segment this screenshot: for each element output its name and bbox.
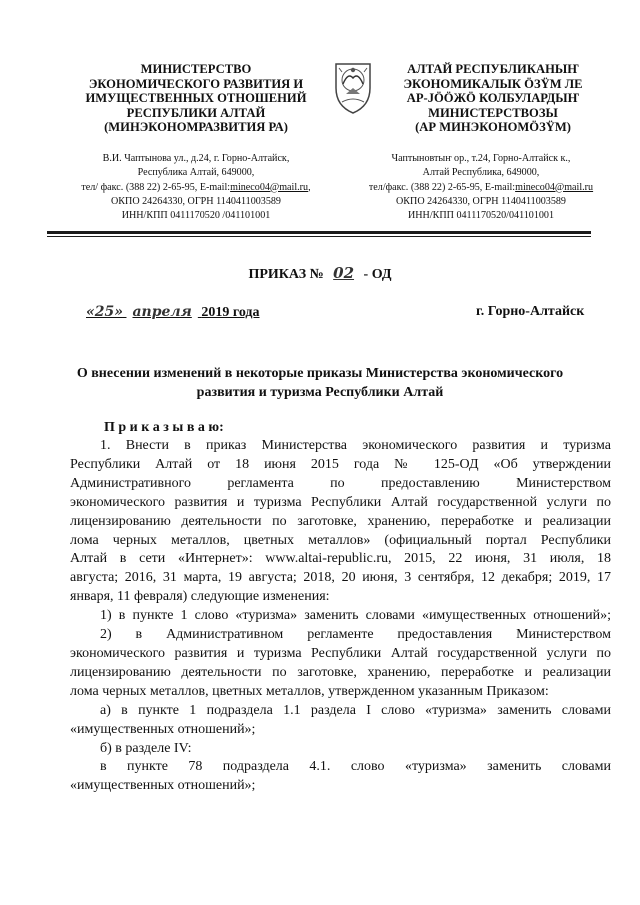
order-date	[86, 304, 260, 321]
contact-line	[68, 181, 324, 195]
body-line: лома черных металлов, цветных металлов, утвержденном указанным Приказом:	[70, 683, 549, 699]
body-line: Административного регламента по предоставлению Министерством	[70, 475, 611, 491]
ministry-name-line: АЛТАЙ РЕСПУБЛИКАНЫҤ	[407, 62, 579, 76]
header-divider-thin	[47, 236, 591, 237]
body-line: экономического развития и туризма Республики Алтай государственной услуги по	[70, 645, 611, 661]
ministry-name-line: РЕСПУБЛИКИ АЛТАЙ	[126, 105, 266, 120]
order-word: П р и к а з ы в а ю:	[104, 420, 224, 435]
subject-line: О внесении изменений в некоторые приказы Министерства экономического	[76, 366, 564, 381]
body-line: в пункте 78 подраздела 4.1. слово «туризма» заменить словами	[100, 759, 611, 775]
order-city: г. Горно-Алтайск	[476, 304, 585, 319]
ministry-name-line: ЭКОНОМИЧЕСКОГО РАЗВИТИЯ И	[88, 76, 304, 91]
order-subject	[40, 364, 600, 402]
body-line: «имущественных отношений»;	[70, 721, 256, 737]
body-line: лицензированию деятельности по заготовке, хранению, переработке и реализации	[70, 664, 611, 680]
body-line: Алтай в сети «Интернет»: www.altai-republic.ru, 2015, 22 июня, 31 июля, 18	[70, 551, 611, 567]
body-line: лицензированию деятельности по заготовке, хранению, переработке и реализации	[70, 513, 611, 529]
ministry-name-line: МИНИСТЕРСТВО	[140, 62, 252, 76]
body-line: Республики Алтай от 18 июня 2015 года № 125-ОД «Об утверждении	[70, 456, 611, 472]
registry-line: ОКПО 24264330, ОГРН 1140411003589	[111, 195, 281, 207]
order-date-month: апреля	[132, 304, 192, 320]
contact-line	[362, 181, 600, 195]
separator-text: ,	[308, 181, 311, 193]
header-divider-thick	[47, 231, 591, 234]
ministry-name-line: (МИНЭКОНОМРАЗВИТИЯ РА)	[104, 120, 288, 135]
address-line: В.И. Чаптынова ул., д.24, г. Горно-Алтайск,	[102, 153, 290, 164]
body-line: экономического развития и туризма Республики Алтай государственной услуги по	[70, 494, 611, 510]
body-line: августа; 2016, 31 марта, 19 августа; 2018, 20 июня, 3 сентября, 12 декабря; 2019, 17	[70, 570, 611, 586]
address-line: Чаптыновтыҥ ор., т.24, Горно-Алтайск к.,	[391, 153, 571, 164]
subject-line: развития и туризма Республики Алтай	[196, 385, 444, 400]
body-line: «имущественных отношений»;	[70, 778, 256, 794]
order-body	[70, 437, 611, 796]
body-line: б) в разделе IV:	[100, 740, 192, 756]
order-title-prefix: ПРИКАЗ №	[248, 267, 324, 282]
phone-text: тел/ факс. (388 22) 2-65-95, E-mail:	[81, 181, 231, 193]
phone-text: тел/факс. (388 22) 2-65-95, E-mail:	[368, 181, 516, 193]
address-block-right	[362, 152, 600, 223]
email-link[interactable]: mineco04@mail.ru	[515, 181, 594, 193]
ministry-name-line: (АР МИНЭКОНОМÖЗŸМ)	[415, 120, 571, 135]
registry-line: ИНН/КПП 0411170520 /041101001	[121, 210, 271, 222]
order-title-suffix: - ОД	[363, 267, 392, 282]
body-line: 1. Внести в приказ Министерства экономического развития и туризма	[100, 438, 611, 453]
body-line: лома черных металлов, цветных металлов» (официальный портал Республики	[70, 532, 611, 548]
altai-republic-emblem-icon	[330, 58, 376, 116]
ministry-name-line: ИМУЩЕСТВЕННЫХ ОТНОШЕНИЙ	[85, 91, 307, 106]
order-number: 02	[333, 264, 355, 282]
ministry-name-altai	[382, 62, 604, 135]
registry-line: ОКПО 24264330, ОГРН 1140411003589	[396, 195, 566, 207]
email-link[interactable]: mineco04@mail.ru	[230, 181, 309, 193]
ministry-name-line: ЭКОНОМИКАЛЫК ÖЗŸМ ЛЕ	[403, 76, 583, 91]
body-line: 2) в Административном регламенте предоставления Министерством	[100, 627, 611, 643]
order-date-day: «25»	[86, 304, 123, 320]
address-line: Алтай Республика, 649000,	[422, 167, 540, 179]
registry-line: ИНН/КПП 0411170520/041101001	[407, 210, 555, 222]
address-block-left	[68, 152, 324, 223]
body-line: 1) в пункте 1 слово «туризма» заменить словами «имущественных отношений»;	[100, 608, 611, 624]
address-line: Республика Алтай, 649000,	[137, 167, 255, 179]
body-line: января, 11 февраля) следующие изменения:	[70, 589, 330, 605]
ministry-name-line: МИНИСТЕРСТВОЗЫ	[428, 105, 558, 120]
ministry-name-line: АР-JÖÖЖÖ КОЛБУЛАРДЫҤ	[406, 91, 580, 106]
order-date-year: 2019 года	[201, 305, 260, 320]
body-line: а) в пункте 1 подраздела 1.1 раздела I слово «туризма» заменить словами	[100, 702, 611, 718]
ministry-name-ru	[80, 62, 312, 135]
order-title	[0, 264, 640, 283]
